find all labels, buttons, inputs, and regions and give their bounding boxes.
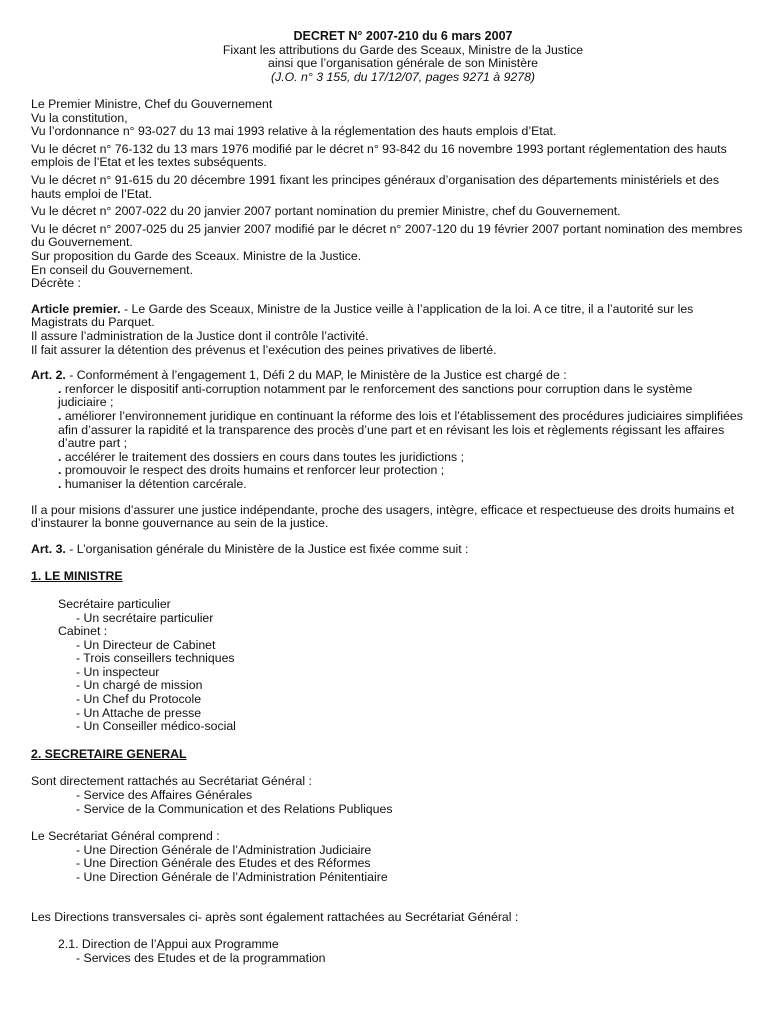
list-item: - Un Conseiller médico-social	[76, 719, 236, 734]
bullet-marker: .	[58, 408, 62, 423]
decree-header	[63, 30, 743, 84]
bullet-marker: .	[58, 449, 62, 464]
bullet-marker: .	[58, 381, 62, 396]
transversales-line: Les Directions transversales ci- après sont également rattachées au Secrétariat Général :	[31, 909, 519, 924]
list-item: . accélérer le traitement des dossiers en cours dans toutes les juridictions ;	[58, 449, 464, 464]
preamble-line: Le Premier Ministre, Chef du Gouvernement	[31, 97, 273, 112]
article-3-label: Art. 3.	[31, 541, 66, 556]
preamble	[31, 98, 743, 291]
preamble-line: Vu le décret n° 2007-025 du 25 janvier 2007 modifié par le décret n° 2007-120 du 19 février 2007 portant nomination des membres du Gouvernement.	[31, 221, 743, 250]
preamble-line: Vu la constitution,	[31, 110, 128, 125]
article-2-text: - Conformément à l’engagement 1, Défi 2 du MAP, le Ministère de la Justice est chargé de :	[65, 368, 567, 383]
list-item: - Services des Etudes et de la programmation	[76, 950, 326, 965]
bullet-marker: .	[58, 476, 62, 491]
list-item: - Un Attache de presse	[76, 705, 202, 720]
article-1	[31, 303, 743, 357]
article-2-intro	[31, 369, 743, 383]
list-item: . renforcer le dispositif anti-corruption notamment par le renforcement des sanctions pour corruption dans le système judiciaire ;	[58, 381, 693, 410]
journal-reference: (J.O. n° 3 155, du 17/12/07, pages 9271 à 9278)	[270, 69, 536, 84]
secretaire-label: Secrétaire particulier	[58, 596, 171, 611]
rattaches-label: Sont directement rattachés au Secrétariat Général :	[31, 774, 312, 789]
decree-subtitle-1: Fixant les attributions du Garde des Sceaux, Ministre de la Justice	[222, 42, 584, 57]
section-secretaire-general	[31, 748, 743, 966]
list-item: . humaniser la détention carcérale.	[58, 476, 247, 491]
section-ministre	[31, 570, 743, 734]
list-item: - Un secrétaire particulier	[76, 610, 214, 625]
list-item: - Un Chef du Protocole	[76, 692, 202, 707]
list-item: - Trois conseillers techniques	[76, 651, 235, 666]
preamble-line: Vu l’ordonnance n° 93-027 du 13 mai 1993 relative à la réglementation des hauts emplois d’Etat.	[31, 124, 557, 139]
preamble-line: Vu le décret n° 2007-022 du 20 janvier 2007 portant nomination du premier Ministre, chef du Gouvernement.	[31, 204, 621, 219]
list-item: - Un chargé de mission	[76, 678, 203, 693]
preamble-line: Vu le décret n° 91-615 du 20 décembre 1991 fixant les principes généraux d’organisation des départements ministériels et des hauts emploi de l’Etat.	[31, 173, 720, 201]
comprend-label: Le Secrétariat Général comprend :	[31, 829, 220, 844]
article-2-closing: Il a pour misions d’assurer une justice indépendante, proche des usagers, intègre, efficace et respectueuse des droits humains et d’instaurer la bonne gouvernance au sein de la justice.	[31, 502, 735, 531]
article-1-intro	[31, 303, 743, 330]
section-title: 1. LE MINISTRE	[31, 569, 123, 584]
decree-title: DECRET N° 2007-210 du 6 mars 2007	[293, 29, 513, 43]
article-3	[31, 543, 743, 557]
article-3-text: - L’organisation générale du Ministère de la Justice est fixée comme suit :	[65, 541, 469, 556]
list-item: - Un Directeur de Cabinet	[76, 637, 216, 652]
section-title: 2. SECRETAIRE GENERAL	[31, 746, 187, 761]
article-3-intro	[31, 543, 743, 557]
document-page	[31, 30, 743, 965]
preamble-line: En conseil du Gouvernement.	[31, 262, 194, 277]
article-2-label: Art. 2.	[31, 368, 66, 383]
subsection-2-1-label: 2.1. Direction de l’Appui aux Programme	[58, 937, 279, 952]
preamble-line: Vu le décret n° 76-132 du 13 mars 1976 modifié par le décret n° 93-842 du 16 novembre 1993 portant réglementation des hauts emplois de l’Etat et les textes subséquents.	[31, 141, 727, 170]
list-item: - Une Direction Générale de l’Administration Judiciaire	[76, 842, 372, 857]
list-item: - Service des Affaires Générales	[76, 788, 253, 803]
preamble-line: Décrète :	[31, 276, 81, 291]
list-item: . promouvoir le respect des droits humains et renforcer leur protection ;	[58, 463, 445, 478]
article-1-label: Article premier.	[31, 301, 121, 316]
article-2-bullet-list	[58, 383, 743, 492]
decree-subtitle-2: ainsi que l’organisation générale de son Ministère	[267, 56, 538, 71]
cabinet-label: Cabinet :	[58, 624, 108, 639]
bullet-marker: .	[58, 463, 62, 478]
list-item: - Une Direction Générale de l’Administration Pénitentiaire	[76, 870, 388, 884]
article-2	[31, 369, 743, 531]
preamble-line: Sur proposition du Garde des Sceaux. Ministre de la Justice.	[31, 249, 362, 264]
list-item: - Une Direction Générale des Etudes et des Réformes	[76, 856, 371, 871]
article-1-line: Il fait assurer la détention des prévenus et l’exécution des peines privatives de liberté.	[31, 342, 497, 357]
list-item: - Un inspecteur	[76, 664, 160, 679]
article-1-line: Il assure l’administration de la Justice dont il contrôle l’activité.	[31, 329, 369, 343]
article-1-text: - Le Garde des Sceaux, Ministre de la Justice veille à l’application de la loi. A ce titre, il a l’autorité sur les Magistrats du Parquet.	[31, 301, 694, 330]
list-item: - Service de la Communication et des Relations Publiques	[76, 801, 393, 816]
list-item: . améliorer l’environnement juridique en continuant la réforme des lois et l’établissement des procédures judiciaires simplifiées afin d’assurer la rapidité et la transparence des procès d’une part et en révisant les lois et règlements régissant les affaires d’autre part ;	[58, 408, 743, 451]
